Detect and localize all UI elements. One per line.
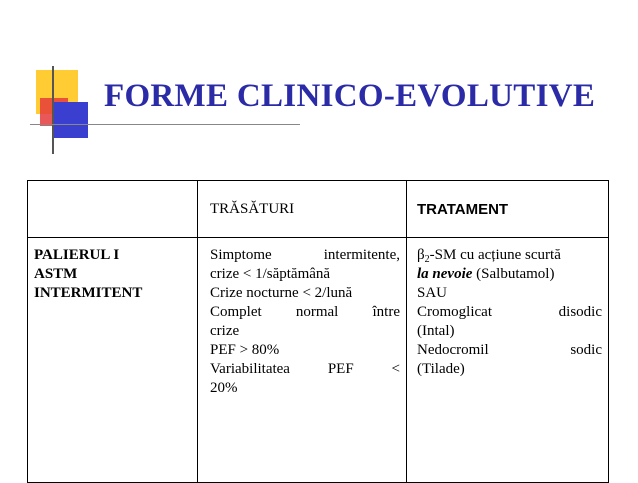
features-word: <: [391, 361, 400, 377]
features-word: PEF: [327, 361, 354, 377]
features-word: Simptome: [210, 247, 272, 263]
treatment-word: Nedocromil: [417, 342, 489, 358]
beta-subscript: 2: [424, 254, 430, 265]
table-row: [28, 238, 609, 483]
treatment-line: (Tilade): [417, 361, 465, 377]
decor-blue-square: [52, 102, 88, 138]
features-line: [204, 246, 400, 265]
header-cell-treatment: TRATAMENT: [407, 181, 609, 238]
level-line: INTERMITENT: [34, 285, 143, 301]
treatment-line: [413, 303, 602, 322]
treatment-text: -SM cu acțiune scurtă: [429, 247, 561, 263]
features-word: normal: [295, 304, 339, 320]
features-word: între: [372, 304, 400, 320]
treatment-line: (Intal): [417, 323, 455, 339]
treatment-line: SAU: [417, 285, 448, 301]
clinical-forms-table: [27, 180, 609, 483]
slide-title: FORME CLINICO-EVOLUTIVE: [104, 78, 596, 114]
treatment-word: disodic: [558, 304, 602, 320]
treatment-word: Cromoglicat: [417, 304, 492, 320]
treatment-line: [413, 246, 602, 265]
treatment-word: sodic: [570, 342, 602, 358]
level-line: PALIERUL I: [34, 247, 120, 263]
features-cell: [198, 238, 407, 483]
features-word: Variabilitatea: [210, 361, 290, 377]
treatment-line: [413, 341, 602, 360]
features-word: Complet: [210, 304, 262, 320]
features-line: 20%: [210, 380, 238, 396]
level-line: ASTM: [34, 266, 78, 282]
beta-symbol: β: [417, 247, 425, 263]
as-needed-text: la nevoie: [417, 266, 473, 282]
features-line: crize < 1/săptămână: [210, 266, 331, 282]
treatment-line: [413, 265, 602, 284]
decor-horizontal-line: [30, 124, 300, 125]
features-word: intermitente,: [323, 247, 400, 263]
features-line: PEF > 80%: [210, 342, 280, 358]
features-line: [204, 303, 400, 322]
level-cell: [28, 238, 198, 483]
header-cell-empty: [28, 181, 198, 238]
header-cell-features: TRĂSĂTURI: [198, 181, 407, 238]
table-header-row: [28, 181, 609, 238]
features-line: Crize nocturne < 2/lună: [210, 285, 353, 301]
decor-vertical-line: [52, 66, 54, 154]
treatment-cell: [407, 238, 609, 483]
treatment-text: (Salbutamol): [472, 266, 555, 282]
features-line: crize: [210, 323, 240, 339]
features-line: [204, 360, 400, 379]
